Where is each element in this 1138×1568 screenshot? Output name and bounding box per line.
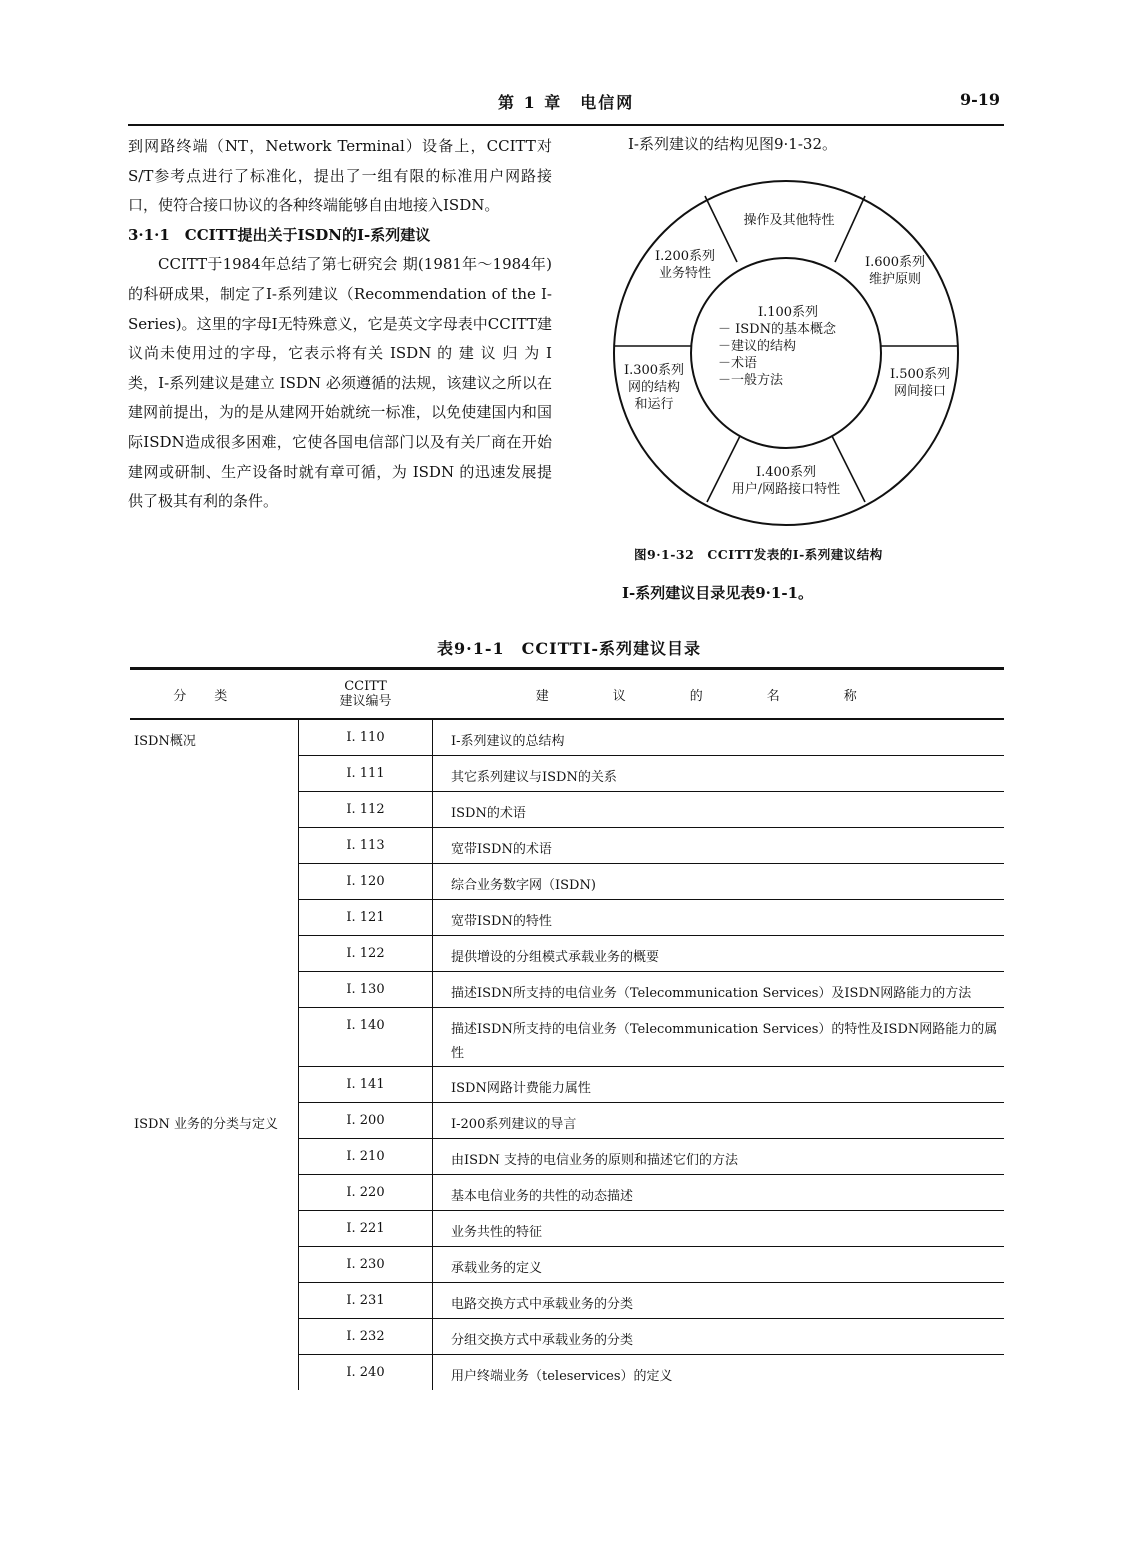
- name-cell: 宽带ISDN的特性: [433, 900, 1005, 936]
- i-series-structure-figure: [606, 178, 966, 528]
- code-cell: I. 210: [299, 1139, 433, 1175]
- segment-i600-desc: 维护原则: [868, 272, 921, 287]
- center-item: － ISDN的基本概念: [718, 322, 836, 337]
- name-cell: 由ISDN 支持的电信业务的原则和描述它们的方法: [433, 1139, 1005, 1175]
- table-header-row: [130, 669, 1004, 720]
- code-cell: I. 113: [299, 828, 433, 864]
- name-cell: I-系列建议的总结构: [433, 719, 1005, 756]
- figure-intro: I-系列建议的结构见图9·1-32。: [628, 135, 838, 153]
- center-item: －术语: [718, 356, 758, 371]
- category-cell: ISDN概况: [134, 734, 196, 749]
- name-cell: I-200系列建议的导言: [433, 1103, 1005, 1139]
- chapter-title: 第 1 章 电信网: [498, 93, 635, 112]
- code-cell: I. 231: [299, 1283, 433, 1319]
- segment-i400-label: [716, 464, 856, 498]
- name-cell: 其它系列建议与ISDN的关系: [433, 756, 1005, 792]
- table-body: [130, 719, 1004, 1390]
- recommendations-table: [130, 667, 1004, 1390]
- name-cell: 承载业务的定义: [433, 1247, 1005, 1283]
- code-cell: I. 122: [299, 936, 433, 972]
- code-cell: I. 120: [299, 864, 433, 900]
- name-cell: 电路交换方式中承载业务的分类: [433, 1283, 1005, 1319]
- segment-i300-desc: 和运行: [634, 397, 674, 412]
- segment-i400-title: I.400系列: [755, 465, 817, 480]
- code-cell: I. 221: [299, 1211, 433, 1247]
- page-number: 9-19: [959, 90, 1000, 109]
- code-cell: I. 140: [299, 1008, 433, 1067]
- code-cell: I. 111: [299, 756, 433, 792]
- name-cell: ISDN网路计费能力属性: [433, 1067, 1005, 1103]
- segment-operations-label: 操作及其他特性: [743, 213, 835, 228]
- col-name-header: 建议的名称: [433, 669, 1005, 720]
- center-title: I.100系列: [757, 305, 819, 320]
- code-cell: I. 112: [299, 792, 433, 828]
- segment-i500-desc: 网间接口: [893, 384, 946, 399]
- table-row: [130, 1103, 1004, 1139]
- paragraph-1: 到网路终端（NT，Network Terminal）设备上，CCITT对S/T参考点进行了标准化，提出了一组有限的标准用户网路接口，使符合接口协议的各种终端能够自由地接入ISDN。: [128, 137, 552, 215]
- running-header: [128, 84, 1004, 126]
- code-cell: I. 232: [299, 1319, 433, 1355]
- segment-i500-label: [880, 366, 960, 400]
- code-cell: I. 220: [299, 1175, 433, 1211]
- name-cell: ISDN的术语: [433, 792, 1005, 828]
- segment-i200-label: [640, 248, 730, 282]
- segment-i600-label: [850, 254, 940, 288]
- segment-i300-label: [614, 362, 694, 413]
- col-code-header: [299, 669, 433, 720]
- code-cell: I. 230: [299, 1247, 433, 1283]
- center-i100-label: [718, 304, 858, 389]
- segment-i300-desc: 网的结构: [627, 380, 680, 395]
- category-cell: ISDN 业务的分类与定义: [134, 1116, 278, 1132]
- col-code-header-line: 建议编号: [339, 694, 392, 709]
- paragraph-2: CCITT于1984年总结了第七研究会 期(1981年～1984年)的科研成果，制定了I-系列建议（Recommendation of the I-Series)。这里的字母I无特殊意义，它是英文字母表中CCITT建议尚未使用过的字母，它表示将有关 ISDN 的 建 议 归 为 I 类，I-系列建议是建立 ISDN 必须遵循的法规，该建议之所以在建网前提出，为的是从建网开始就统一标准，以免使建国内和国际ISDN造成很多困难，它使各国电信部门以及有关厂商在开始建网或研制、生产设备时就有章可循，为 ISDN 的迅速发展提供了极其有利的条件。: [128, 255, 552, 511]
- col-category-header: 分类: [130, 669, 299, 720]
- name-cell: 提供增设的分组模式承载业务的概要: [433, 936, 1005, 972]
- name-cell: 综合业务数字网（ISDN): [433, 864, 1005, 900]
- segment-i600-title: I.600系列: [864, 255, 926, 270]
- center-item: －建议的结构: [718, 339, 797, 354]
- code-cell: I. 121: [299, 900, 433, 936]
- code-cell: I. 110: [299, 719, 433, 756]
- center-item: －一般方法: [718, 373, 784, 388]
- name-cell: 业务共性的特征: [433, 1211, 1005, 1247]
- table-caption: 表9·1-1 CCITTI-系列建议目录: [437, 639, 701, 658]
- table-reference: I-系列建议目录见表9·1-1。: [622, 584, 814, 602]
- divider-line: [835, 196, 865, 262]
- section-heading: 3·1·1 CCITT提出关于ISDN的I-系列建议: [128, 225, 431, 244]
- table-row: [130, 719, 1004, 756]
- name-cell: 描述ISDN所支持的电信业务（Telecommunication Services）及ISDN网路能力的方法: [433, 972, 1005, 1008]
- segment-i400-desc: 用户/网路接口特性: [731, 482, 841, 497]
- col-code-header-line: CCITT: [344, 679, 387, 694]
- left-column: [128, 132, 552, 517]
- figure-caption: 图9·1-32 CCITT发表的I-系列建议结构: [634, 547, 883, 562]
- segment-i300-title: I.300系列: [623, 363, 685, 378]
- code-cell: I. 240: [299, 1355, 433, 1391]
- segment-i200-title: I.200系列: [654, 249, 716, 264]
- code-cell: I. 141: [299, 1067, 433, 1103]
- name-cell: 基本电信业务的共性的动态描述: [433, 1175, 1005, 1211]
- segment-i500-title: I.500系列: [889, 367, 951, 382]
- segment-i200-desc: 业务特性: [658, 266, 711, 281]
- name-cell: 分组交换方式中承载业务的分类: [433, 1319, 1005, 1355]
- name-cell: 描述ISDN所支持的电信业务（Telecommunication Services）的特性及ISDN网路能力的属性: [433, 1008, 1005, 1067]
- name-cell: 用户终端业务（teleservices）的定义: [433, 1355, 1005, 1391]
- name-cell: 宽带ISDN的术语: [433, 828, 1005, 864]
- code-cell: I. 130: [299, 972, 433, 1008]
- code-cell: I. 200: [299, 1103, 433, 1139]
